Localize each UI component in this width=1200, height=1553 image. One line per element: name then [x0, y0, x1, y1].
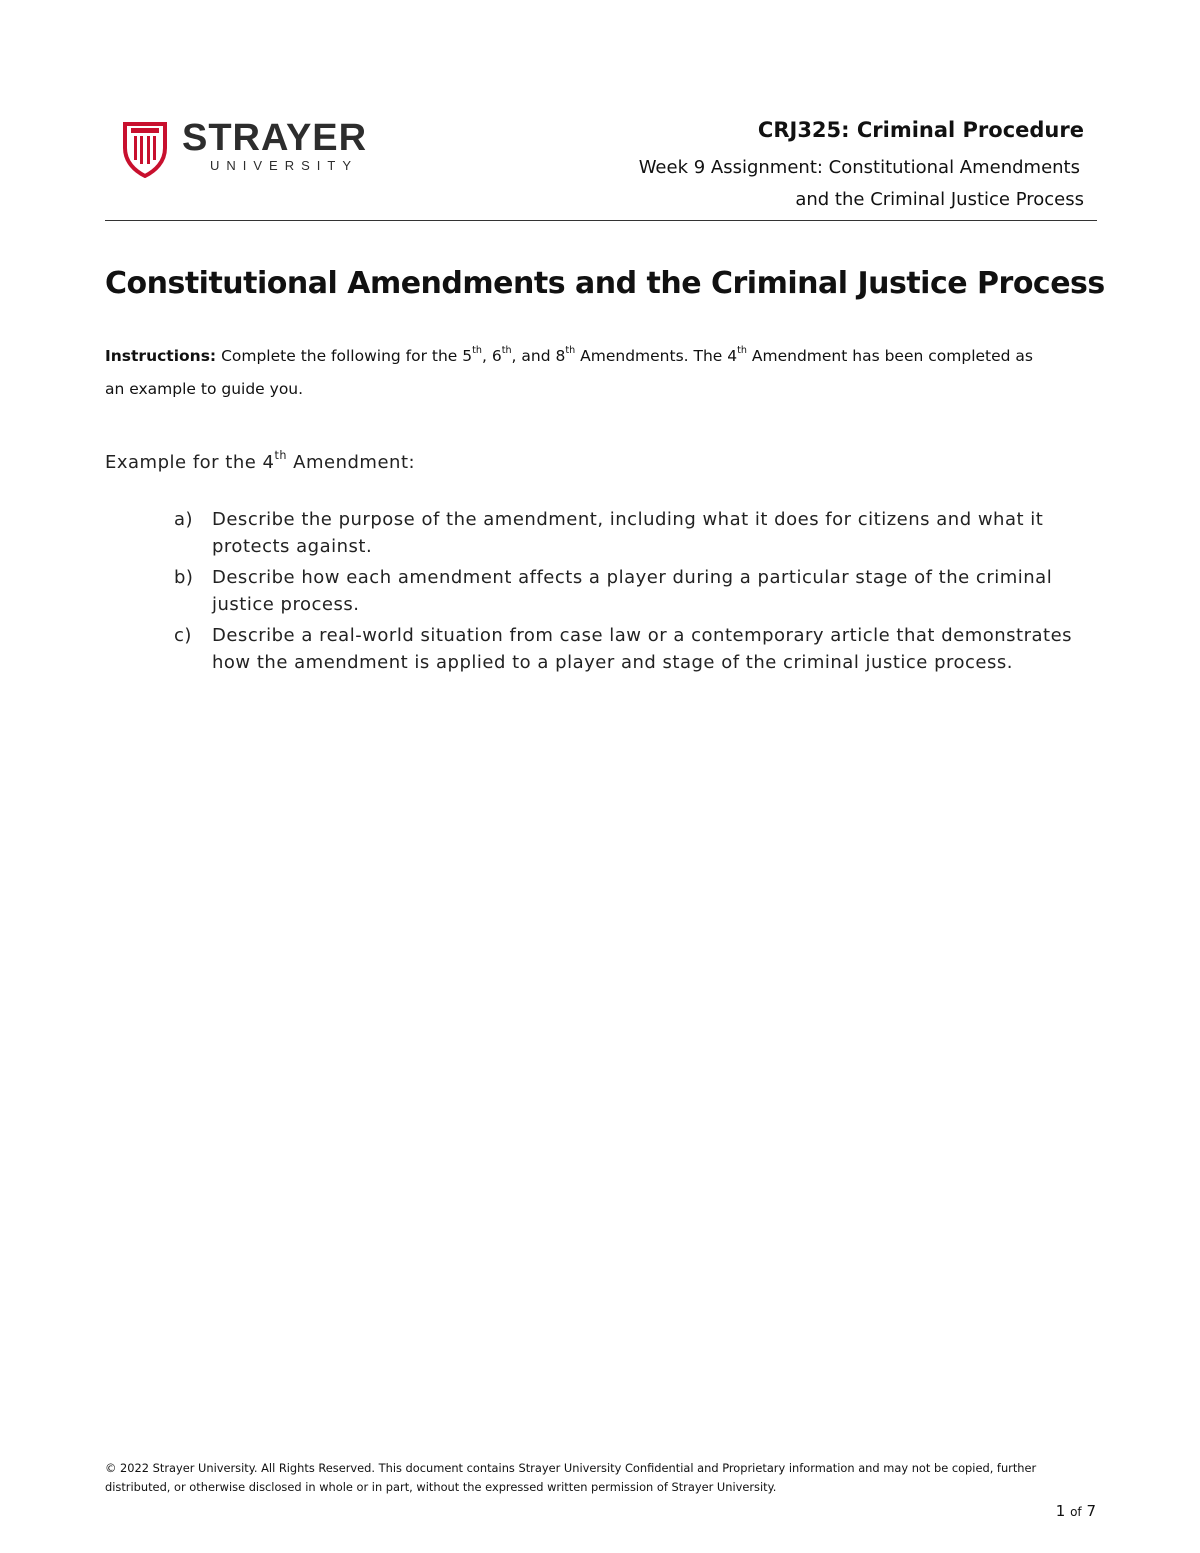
instructions-text-3: , and 8 — [511, 347, 566, 365]
instructions-sup-2: th — [501, 345, 512, 357]
copyright-notice: © 2022 Strayer University. All Rights Reserved. This document contains Strayer University Confidential and Proprietary information and may not be copied, further distributed, or otherwise disclosed in whole or in part, without the expressed written permission of Strayer University. — [105, 1461, 1037, 1494]
list-item-text: Describe the purpose of the amendment, including what it does for citizens and what it protects against. — [212, 509, 1044, 557]
list-marker: b) — [174, 567, 194, 588]
instructions-text-1: Complete the following for the 5 — [216, 347, 473, 365]
instructions-paragraph — [105, 340, 1045, 406]
instructions-sup-4: th — [737, 345, 747, 357]
assignment-title-line2: and the Criminal Justice Process — [795, 189, 1084, 210]
page-total: 7 — [1086, 1502, 1096, 1520]
logo-subline: UNIVERSITY — [210, 158, 359, 173]
example-heading-sup: th — [274, 449, 287, 463]
instructions-label: Instructions: — [105, 347, 217, 365]
list-item-text: Describe how each amendment affects a player during a particular stage of the criminal justice process. — [212, 567, 1053, 615]
example-heading-pre: Example for the 4 — [105, 452, 275, 473]
instructions-text-2: , 6 — [481, 347, 502, 365]
instructions-sup-1: th — [472, 345, 482, 357]
example-heading — [105, 449, 416, 473]
list-item — [174, 622, 1094, 676]
strayer-logo — [122, 118, 382, 180]
list-item — [174, 506, 1094, 560]
header-divider — [105, 220, 1097, 221]
page-current: 1 — [1055, 1502, 1066, 1520]
column-shield-icon — [122, 118, 168, 178]
list-item — [174, 564, 1094, 618]
list-item-text: Describe a real-world situation from case law or a contemporary article that demonstrates how the amendment is applied to a player and stage of the criminal justice process. — [212, 625, 1073, 673]
assignment-title-line1: Week 9 Assignment: Constitutional Amendments — [638, 157, 1080, 178]
instructions-sup-3: th — [565, 345, 576, 357]
document-title: Constitutional Amendments and the Criminal Justice Process — [105, 266, 1105, 301]
course-title: CRJ325: Criminal Procedure — [757, 118, 1084, 142]
page-of: of — [1070, 1505, 1082, 1519]
example-heading-post: Amendment: — [286, 452, 416, 473]
page-number — [1056, 1502, 1096, 1520]
example-list — [174, 506, 1094, 680]
list-marker: a) — [174, 509, 194, 530]
instructions-text-4: Amendments. The 4 — [575, 347, 738, 365]
list-marker: c) — [174, 625, 192, 646]
instructions-text-5: Amendment has been completed as an example to guide you. — [105, 347, 1033, 398]
logo-wordmark: STRAYER — [182, 117, 368, 159]
